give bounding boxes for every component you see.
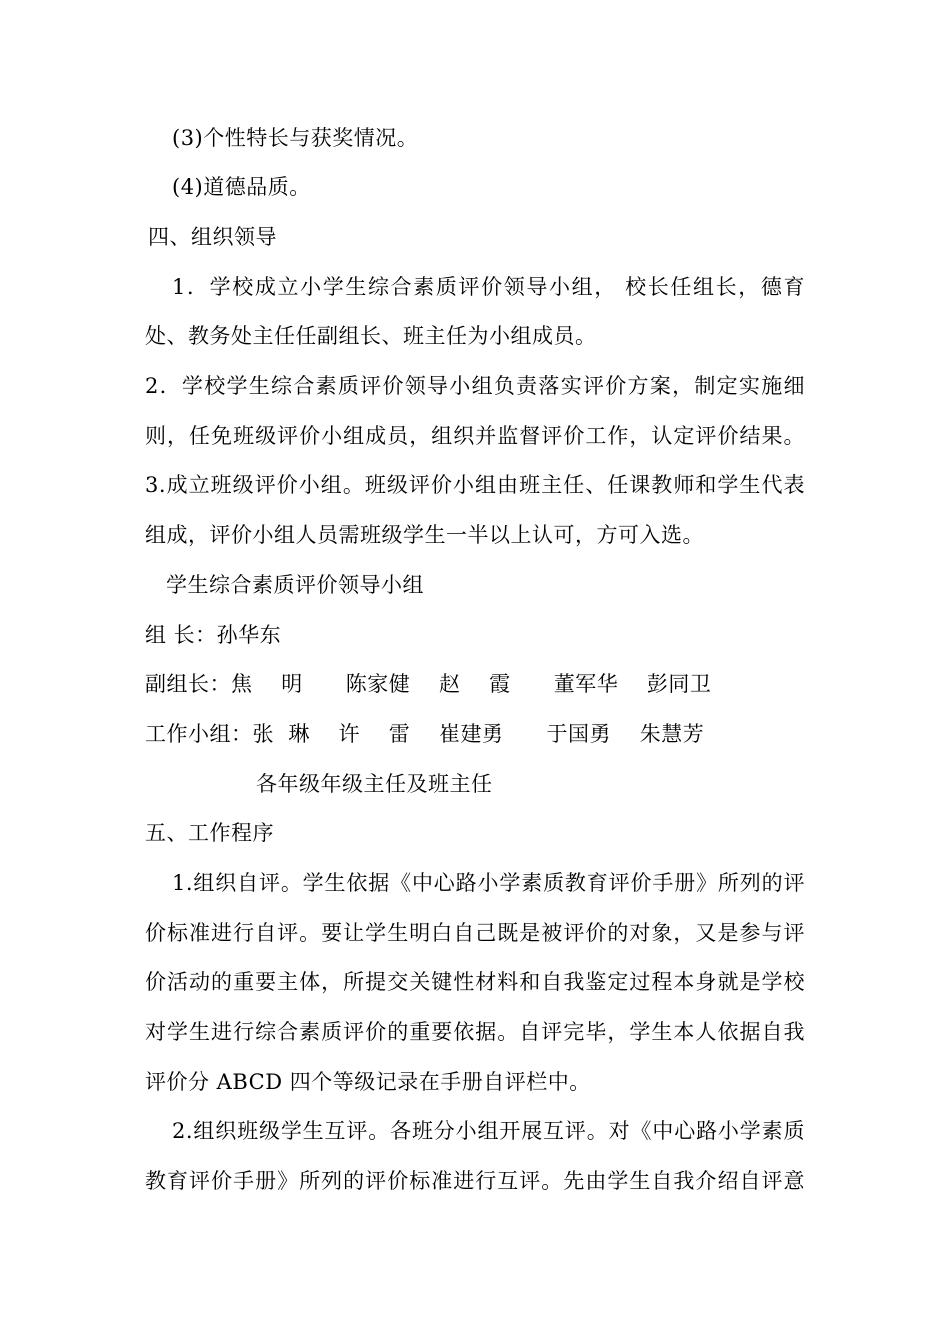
paragraph-line: 价活动的重要主体，所提交关键性材料和自我鉴定过程本身就是学校 bbox=[145, 970, 805, 994]
group-leader: 组 长：孙华东 bbox=[145, 623, 282, 647]
list-item: (4)道德品质。 bbox=[172, 175, 311, 199]
section-heading: 五、工作程序 bbox=[145, 821, 274, 845]
paragraph-line: 3.成立班级评价小组。班级评价小组由班主任、任课教师和学生代表 bbox=[145, 473, 805, 497]
paragraph-line: 处、教务处主任任副组长、班主任为小组成员。 bbox=[145, 324, 597, 348]
list-item: (3)个性特长与获奖情况。 bbox=[172, 126, 419, 150]
paragraph-line: 评价分 ABCD 四个等级记录在手册自评栏中。 bbox=[145, 1070, 591, 1094]
paragraph-line: 1.组织自评。学生依据《中心路小学素质教育评价手册》所列的评 bbox=[172, 871, 805, 895]
group-title: 学生综合素质评价领导小组 bbox=[166, 573, 424, 597]
paragraph-line: 1．学校成立小学生综合素质评价领导小组， 校长任组长，德育 bbox=[172, 275, 805, 299]
paragraph-line: 教育评价手册》所列的评价标准进行互评。先由学生自我介绍自评意 bbox=[145, 1169, 805, 1193]
paragraph-line: 2．学校学生综合素质评价领导小组负责落实评价方案，制定实施细 bbox=[145, 374, 805, 398]
group-members-extra: 各年级年级主任及班主任 bbox=[256, 772, 493, 796]
paragraph-line: 对学生进行综合素质评价的重要依据。自评完毕，学生本人依据自我 bbox=[145, 1020, 805, 1044]
paragraph-line: 价标准进行自评。要让学生明白自己既是被评价的对象，又是参与评 bbox=[145, 921, 805, 945]
paragraph-line: 组成，评价小组人员需班级学生一半以上认可，方可入选。 bbox=[145, 523, 704, 547]
group-members: 工作小组：张 琳 许 雷 崔建勇 于国勇 朱慧芳 bbox=[145, 722, 705, 746]
paragraph-line: 则，任免班级评价小组成员，组织并监督评价工作，认定评价结果。 bbox=[145, 424, 805, 448]
paragraph-line: 2.组织班级学生互评。各班分小组开展互评。对《中心路小学素质 bbox=[172, 1119, 805, 1143]
group-deputy-leaders: 副组长：焦 明 陈家健 赵 霞 董军华 彭同卫 bbox=[145, 672, 712, 696]
section-heading: 四、组织领导 bbox=[148, 225, 277, 249]
